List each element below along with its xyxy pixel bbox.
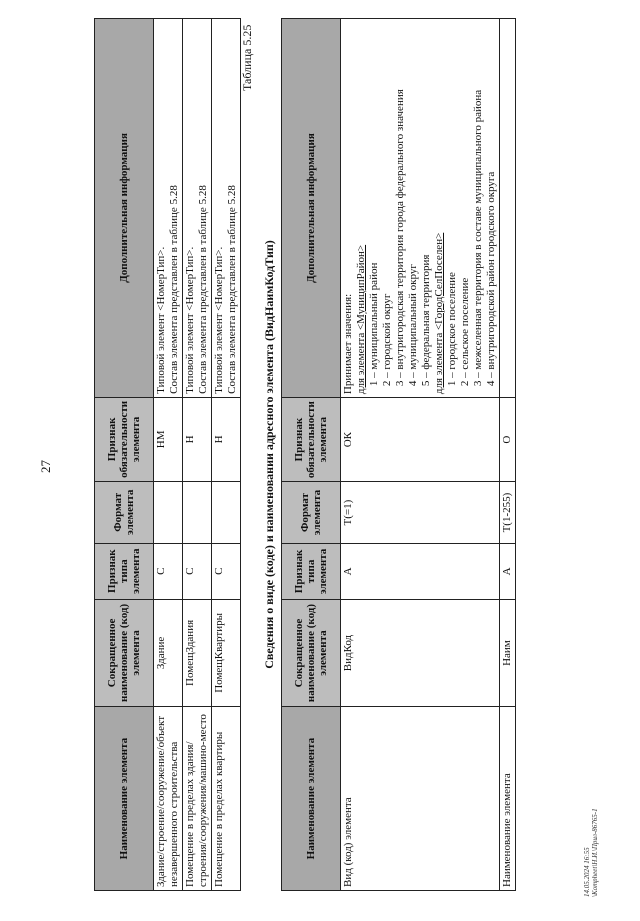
- table-elements-top: [94, 18, 241, 891]
- cell-name: Здание/строение/сооружение/объект незавершенного строительства: [154, 707, 183, 891]
- cell-type: С: [182, 543, 211, 599]
- cell-format: [211, 481, 240, 543]
- info-list-item: 2 – сельское поселение: [458, 277, 471, 387]
- cell-info: [182, 19, 211, 398]
- info-list-item: 3 – внутригородская территория города федерального значения: [393, 89, 406, 387]
- header-code: Сокращенное наименование (код) элемента: [95, 599, 154, 707]
- cell-req: ОК: [341, 398, 500, 482]
- page-number: 27: [38, 460, 53, 473]
- header-req: Признак обязательности элемента: [282, 398, 341, 482]
- info-intro: Принимает значения:: [342, 293, 354, 395]
- table-header-row: [282, 19, 341, 891]
- table-header-row: [95, 19, 154, 891]
- table-row: [499, 19, 515, 891]
- table-row: [182, 19, 211, 891]
- cell-info: [211, 19, 240, 398]
- info-line: Типовой элемент <НомерТип>.: [183, 246, 196, 394]
- info-list-item: 3 – межселенная территория в составе муниципального района: [471, 89, 484, 387]
- info-list-item: 4 – внутригородской район городского округа: [484, 171, 497, 387]
- cell-name: Наименование элемента: [499, 707, 515, 891]
- cell-code: Наим: [499, 599, 515, 706]
- cell-info: [499, 19, 515, 398]
- cell-code: ПомещЗдания: [182, 599, 211, 707]
- header-code: Сокращенное наименование (код) элемента: [282, 599, 341, 706]
- cell-code: ПомещКвартиры: [211, 599, 240, 707]
- header-name: Наименование элемента: [95, 707, 154, 891]
- cell-name: Вид (код) элемента: [341, 707, 500, 891]
- table-row: [341, 19, 500, 891]
- stamp-line: \Kompheet\Н.И.\Прил-86765-1: [591, 808, 600, 897]
- cell-name: Помещение в пределах квартиры: [211, 707, 240, 891]
- stamp-line: 14.05.2024 16:55: [583, 847, 591, 897]
- info-line: Состав элемента представлен в таблице 5.28: [225, 185, 238, 394]
- cell-type: С: [211, 543, 240, 599]
- table-row: [154, 19, 183, 891]
- cell-req: Н: [182, 397, 211, 481]
- cell-format: [182, 481, 211, 543]
- header-format: Формат элемента: [282, 482, 341, 544]
- header-format: Формат элемента: [95, 481, 154, 543]
- cell-type: А: [499, 543, 515, 599]
- table-row: [211, 19, 240, 891]
- cell-req: О: [499, 398, 515, 482]
- info-line: Состав элемента представлен в таблице 5.28: [167, 185, 180, 394]
- info-line: Состав элемента представлен в таблице 5.28: [196, 185, 209, 394]
- cell-code: Здание: [154, 599, 183, 707]
- cell-format: [154, 481, 183, 543]
- cell-type: А: [341, 543, 500, 599]
- header-type: Признак типа элемента: [95, 543, 154, 599]
- header-info: Дополнительная информация: [282, 19, 341, 398]
- info-list-item: 4 – муниципальный округ: [406, 264, 419, 387]
- cell-code: ВидКод: [341, 599, 500, 706]
- cell-req: Н: [211, 397, 240, 481]
- cell-type: С: [154, 543, 183, 599]
- info-list-item: 5 – федеральная территория: [419, 254, 432, 387]
- cell-name: Помещение в пределах здания/ строения/сооружения/машино-место: [182, 707, 211, 891]
- info-list-item: 1 – муниципальный район: [367, 262, 380, 387]
- info-line: Типовой элемент <НомерТип>.: [155, 246, 167, 394]
- info-list-item: 2 – городской округ: [380, 293, 393, 387]
- header-req: Признак обязательности элемента: [95, 397, 154, 481]
- header-name: Наименование элемента: [282, 707, 341, 891]
- cell-info: [154, 19, 183, 398]
- info-list-item: 1 – городское поселение: [445, 272, 458, 387]
- info-group-title: для элемента <МуниципРайон>: [354, 244, 367, 395]
- header-type: Признак типа элемента: [282, 543, 341, 599]
- cell-format: Т(1-255): [499, 482, 515, 544]
- print-stamp: [583, 808, 600, 897]
- cell-format: Т(=1): [341, 482, 500, 544]
- info-line: Типовой элемент <НомерТип>.: [212, 246, 225, 394]
- cell-info: [341, 19, 500, 398]
- info-group-title: для элемента <ГородСелПоселен>: [432, 232, 445, 395]
- cell-req: НМ: [154, 397, 183, 481]
- table-number: Таблица 5.25: [240, 24, 254, 91]
- table-caption: Сведения о виде (коде) и наименовании адресного элемента (ВидНаимКодТип): [262, 240, 276, 669]
- table-vid-naim-kod: [281, 18, 516, 891]
- header-info: Дополнительная информация: [95, 19, 154, 398]
